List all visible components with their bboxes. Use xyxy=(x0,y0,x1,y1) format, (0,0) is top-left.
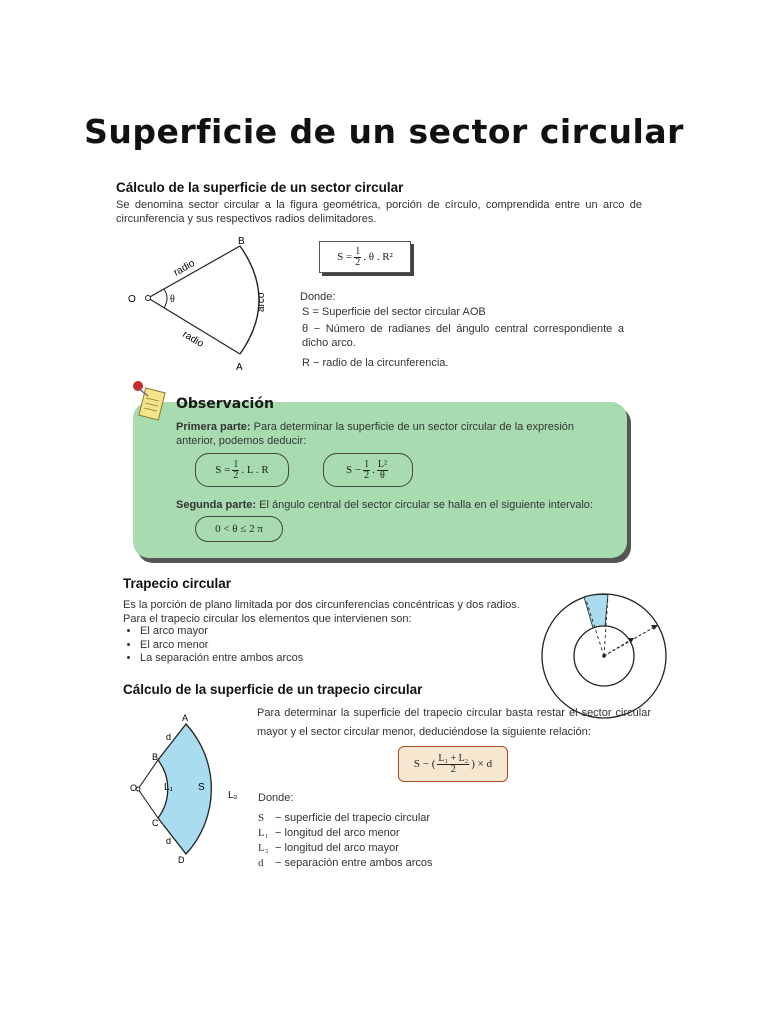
pushpin-note-icon xyxy=(126,378,174,426)
sector-formula xyxy=(319,241,411,273)
label-d-point: D xyxy=(178,855,185,865)
label-c: C xyxy=(152,818,159,828)
donde-label: Donde: xyxy=(300,291,336,303)
segunda-text: El ángulo central del sector circular se halla en el siguiente intervalo: xyxy=(256,499,593,511)
section-heading-sector: Cálculo de la superficie de un sector circular xyxy=(116,180,404,195)
def-row: L₁ − longitud del arco menor xyxy=(258,827,400,839)
list-item: • El arco menor xyxy=(140,639,303,653)
page-title: Superficie de un sector circular xyxy=(84,112,684,151)
trapecio-formula: S − ( $\frac{\text{L₁ + L₂}}{2}$ ) × d xyxy=(398,746,508,782)
trapecio-text-2: Para el trapecio circular los elementos que intervienen son: xyxy=(123,613,412,625)
label-d-top: d xyxy=(166,732,172,742)
def-row: S − superficie del trapecio circular xyxy=(258,812,431,824)
observation-title: Observación xyxy=(176,396,274,412)
angle-arc xyxy=(164,289,167,308)
label-theta: θ xyxy=(170,294,175,305)
trapecio-definitions xyxy=(258,811,433,871)
trapecio-elements-list xyxy=(122,625,303,666)
label-l1: L₁ xyxy=(164,782,173,793)
label-s: S xyxy=(198,782,205,793)
trapecio-description xyxy=(123,598,533,626)
label-d-bottom: d xyxy=(166,836,172,846)
label-o: O xyxy=(130,783,138,793)
label-radio-top: radio xyxy=(172,257,197,279)
segunda-parte xyxy=(176,498,616,512)
label-a: A xyxy=(182,713,189,723)
formula-lhs: S = xyxy=(337,251,353,263)
def-s: S = Superficie del sector circular AOB xyxy=(302,306,486,318)
label-b: B xyxy=(152,752,159,762)
trapezoid-diagram xyxy=(124,710,250,868)
def-row: L₂ − longitud del arco mayor xyxy=(258,842,399,854)
formula-pill-1: S = $\frac{1}{2}$ . L . R xyxy=(195,453,289,487)
sector-diagram xyxy=(120,232,280,374)
primera-parte xyxy=(176,420,616,448)
formula-fraction: $\frac{1}{2}$ xyxy=(355,245,361,268)
segunda-label: Segunda parte: xyxy=(176,499,257,511)
list-item: • La separación entre ambos arcos xyxy=(140,652,303,666)
def-r: R − radio de la circunferencia. xyxy=(302,357,449,369)
label-a: A xyxy=(236,362,243,373)
list-item: • El arco mayor xyxy=(140,625,303,639)
def-row: d − separación entre ambos arcos xyxy=(258,857,433,869)
section-heading-trapecio-calc: Cálculo de la superficie de un trapecio circular xyxy=(123,682,423,697)
label-b: B xyxy=(238,236,245,247)
label-l2: L₂ xyxy=(228,790,238,801)
sector-description: Se denomina sector circular a la figura geométrica, porción de círculo, comprendida entre un arco de circunferencia y sus respectivos radios delimitadores. xyxy=(116,199,642,225)
section-heading-trapecio: Trapecio circular xyxy=(123,576,232,591)
formula-pill-3: 0 < θ ≤ 2 π xyxy=(195,516,283,542)
formula-pill-2: S − $\frac{1}{2}$ . $\frac{\text{L²}}{\theta}$ xyxy=(323,453,413,487)
donde-label-2: Donde: xyxy=(258,792,294,804)
label-o: O xyxy=(128,294,136,305)
trapecio-text-1: Es la porción de plano limitada por dos circunferencias concéntricas y dos radios. xyxy=(123,599,520,611)
label-arco: arco xyxy=(256,292,267,312)
formula-rhs: . θ . R² xyxy=(363,251,393,263)
primera-text: Para determinar la superficie de un sector circular de la expresión anterior, podemos deducir: xyxy=(176,421,575,447)
label-radio-bottom: radio xyxy=(180,329,206,350)
trapecio-calc-text: Para determinar la superficie del trapecio circular basta restar el sector circular mayor y el sector circular menor, deduciéndose la siguiente relación: xyxy=(257,707,651,738)
sector-definitions xyxy=(302,305,624,370)
sector-radius-top xyxy=(148,246,240,298)
primera-label: Primera parte: xyxy=(176,421,251,433)
center-point xyxy=(146,296,151,301)
def-theta: θ − Número de radianes del ángulo central correspondiente a dicho arco. xyxy=(302,323,624,349)
